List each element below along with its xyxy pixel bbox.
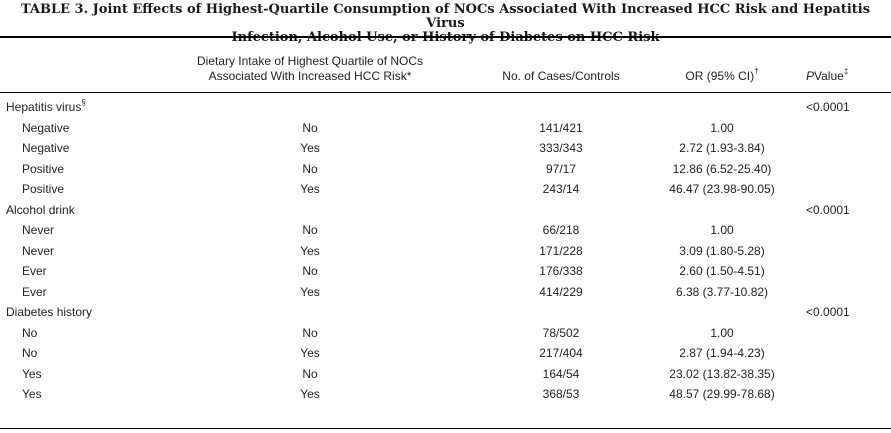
row-level: Positive: [22, 182, 65, 196]
row-level: Positive: [22, 161, 65, 176]
row-intake: Yes: [300, 182, 320, 196]
group-p-value: <0.0001: [806, 202, 850, 217]
row-level: Negative: [22, 141, 70, 155]
group-row: [0, 305, 891, 326]
row-cases-controls: 171/228: [539, 243, 583, 258]
row-or-ci: 2.60 (1.50-4.51): [679, 264, 765, 278]
row-cases-controls: 243/14: [542, 182, 580, 196]
row-level: Yes: [22, 387, 42, 401]
row-or-ci: 46.47 (23.98-90.05): [669, 182, 775, 196]
row-cases-controls: 97/17: [545, 161, 577, 176]
group-label: Diabetes history: [6, 305, 93, 319]
table-row: [0, 367, 891, 388]
header-intake: [188, 54, 432, 84]
row-or-ci: 2.72 (1.93-3.84): [679, 141, 765, 155]
table-row: [0, 141, 891, 162]
row-or-ci: 3.09 (1.80-5.28): [679, 243, 765, 258]
header-cases-controls: No. of Cases/Controls: [502, 69, 620, 83]
header-or-ci-label: OR (95% CI): [685, 69, 755, 83]
table-header: [0, 54, 891, 86]
row-level: No: [22, 346, 38, 360]
table-row: [0, 264, 891, 285]
table-row: [0, 121, 891, 142]
row-level: No: [22, 325, 38, 340]
row-intake: Yes: [300, 284, 320, 299]
row-intake: No: [302, 325, 318, 340]
table-title-line-2: [0, 31, 891, 45]
group-label: Hepatitis virus§: [6, 98, 86, 114]
row-intake: Yes: [300, 387, 320, 401]
group-row: [0, 203, 891, 224]
table-row: [0, 285, 891, 306]
row-cases-controls: 164/54: [542, 366, 580, 381]
bottom-rule: [0, 428, 891, 429]
row-intake: No: [302, 223, 318, 237]
header-or-ci: [648, 69, 796, 83]
row-or-ci: 1.00: [710, 325, 734, 340]
row-cases-controls: 414/229: [539, 284, 583, 299]
table-title: [0, 3, 891, 45]
group-p-value: <0.0001: [806, 305, 850, 319]
row-intake: No: [302, 366, 318, 381]
row-cases-controls: 368/53: [542, 387, 580, 401]
row-level: Ever: [22, 284, 47, 299]
group-label: Alcohol drink: [6, 202, 75, 217]
row-level: Negative: [22, 120, 70, 135]
table-row: [0, 223, 891, 244]
row-intake: No: [302, 264, 318, 278]
top-rule: [0, 36, 891, 38]
row-cases-controls: 141/421: [539, 120, 583, 135]
table-row: [0, 346, 891, 367]
row-level: Never: [22, 243, 55, 258]
row-cases-controls: 217/404: [539, 346, 583, 360]
row-or-ci: 23.02 (13.82-38.35): [669, 366, 775, 381]
table-row: [0, 326, 891, 347]
group-footnote-mark: §: [81, 98, 86, 107]
table-title-line-1: TABLE 3. Joint Effects of Highest-Quartile Consumption of NOCs Associated With Increased HCC Risk and Hepatitis Virus: [20, 2, 871, 31]
row-cases-controls: 78/502: [542, 325, 580, 340]
header-p-footnote-mark: ‡: [843, 67, 849, 76]
header-rule: [0, 92, 891, 93]
header-intake-line-2: Associated With Increased HCC Risk*: [208, 69, 412, 83]
row-cases-controls: 176/338: [539, 264, 583, 278]
table-row: [0, 182, 891, 203]
header-p-value-label: Value: [814, 69, 844, 83]
row-or-ci: 1.00: [710, 223, 734, 237]
table-row: [0, 387, 891, 408]
row-intake: Yes: [300, 141, 320, 155]
header-p-value: [806, 69, 886, 83]
row-level: Ever: [22, 264, 47, 278]
header-intake-line-1: Dietary Intake of Highest Quartile of NOCs: [196, 54, 424, 68]
row-or-ci: 48.57 (29.99-78.68): [669, 387, 775, 401]
row-level: Never: [22, 223, 55, 237]
row-intake: Yes: [300, 243, 320, 258]
row-intake: Yes: [300, 346, 320, 360]
row-level: Yes: [22, 366, 42, 381]
row-or-ci: 12.86 (6.52-25.40): [672, 161, 772, 176]
header-p-italic: P: [806, 69, 815, 83]
row-or-ci: 6.38 (3.77-10.82): [675, 284, 769, 299]
header-or-ci-footnote-mark: †: [754, 67, 759, 76]
row-or-ci: 1.00: [710, 120, 734, 135]
row-cases-controls: 66/218: [542, 223, 580, 237]
table-row: [0, 162, 891, 183]
row-intake: No: [302, 161, 318, 176]
row-cases-controls: 333/343: [539, 141, 583, 155]
row-intake: No: [302, 120, 318, 135]
group-row: [0, 100, 891, 121]
row-or-ci: 2.87 (1.94-4.23): [679, 346, 765, 360]
group-p-value: <0.0001: [806, 100, 850, 114]
table-row: [0, 244, 891, 265]
